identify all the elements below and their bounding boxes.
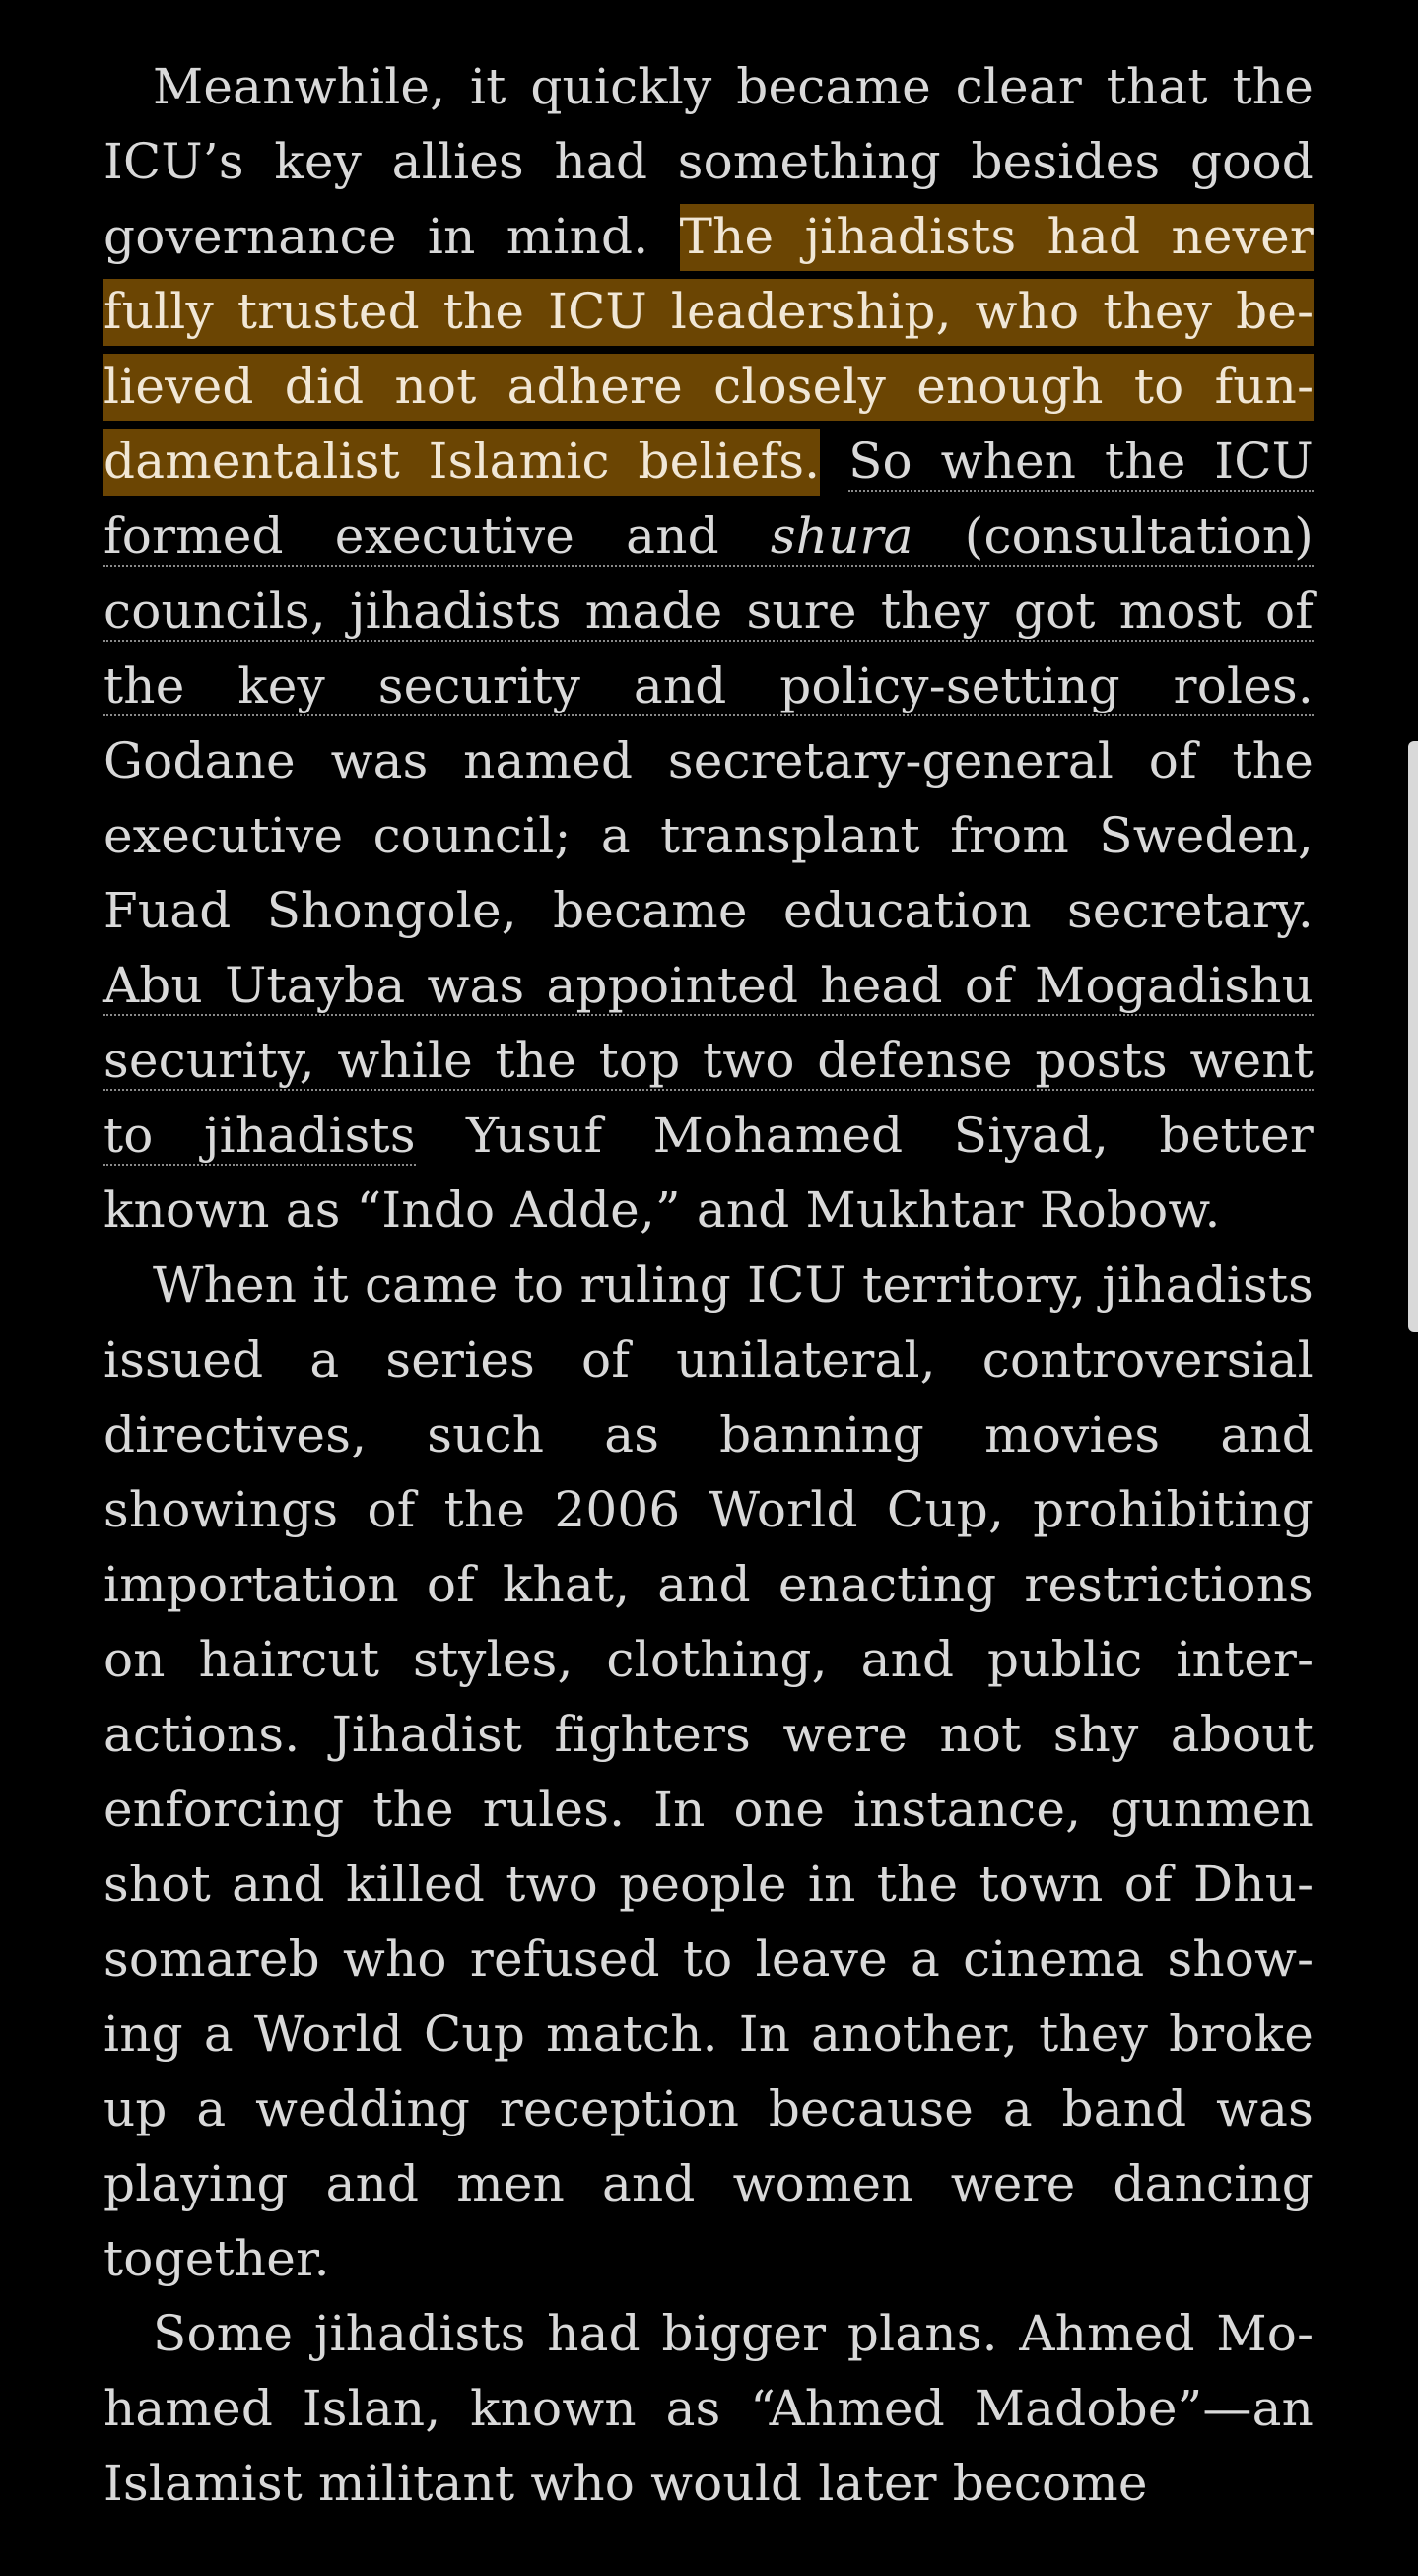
paragraph-1-sentence-1[interactable]: Meanwhile, it quickly became clear that the ICU’s key allies had something besides good governance in mind. <box>103 58 1314 265</box>
paragraph-1-sentence-6[interactable]: Yusuf Mohamed Siyad, better known as “Indo Adde,” and Mukhtar Robow. <box>103 1107 1314 1239</box>
highlighted-passage[interactable]: The jihadists had never fully trusted the ICU leadership, who they believed did not adhere closely enough to fundamentalist Islamic beliefs. <box>103 204 1314 496</box>
paragraph-1 <box>103 49 1314 1248</box>
italic-term-shura: shura <box>770 508 913 565</box>
reader-page <box>103 49 1314 2521</box>
paragraph-1-space <box>820 433 848 490</box>
underlined-passage-1-part-a: So when the ICU formed executive and <box>103 433 1315 565</box>
underlined-passage-1-part-b: (consultation) councils, jihadists made sure they got most of the key security and policy-setting roles. <box>103 508 1314 714</box>
paragraph-1-sentence-4[interactable]: Godane was named secretary-general of the executive council; a transplant from Sweden, Fuad Shongole, became education secretary. <box>103 732 1314 939</box>
underlined-passage-2[interactable]: Abu Utayba was appointed head of Mogadishu security, while the top two defense posts went to jihadists <box>103 957 1314 1164</box>
scrollbar-thumb[interactable] <box>1408 741 1418 1332</box>
paragraph-3[interactable]: Some jihadists had bigger plans. Ahmed Mohamed Islan, known as “Ahmed Madobe”—an Islamist militant who would later become <box>103 2305 1314 2512</box>
paragraph-2[interactable]: When it came to ruling ICU territory, jihadists issued a series of unilateral, controversial directives, such as banning movies and showings of the 2006 World Cup, prohibiting importation of khat, and enacting restrictions on haircut styles, clothing, and public interactions. Jihadist fighters were not shy about enforcing the rules. In one instance, gunmen shot and killed two people in the town of Dhusomareb who refused to leave a cinema showing a World Cup match. In another, they broke up a wedding reception because a band was playing and men and women were dancing together. <box>103 1256 1314 2287</box>
